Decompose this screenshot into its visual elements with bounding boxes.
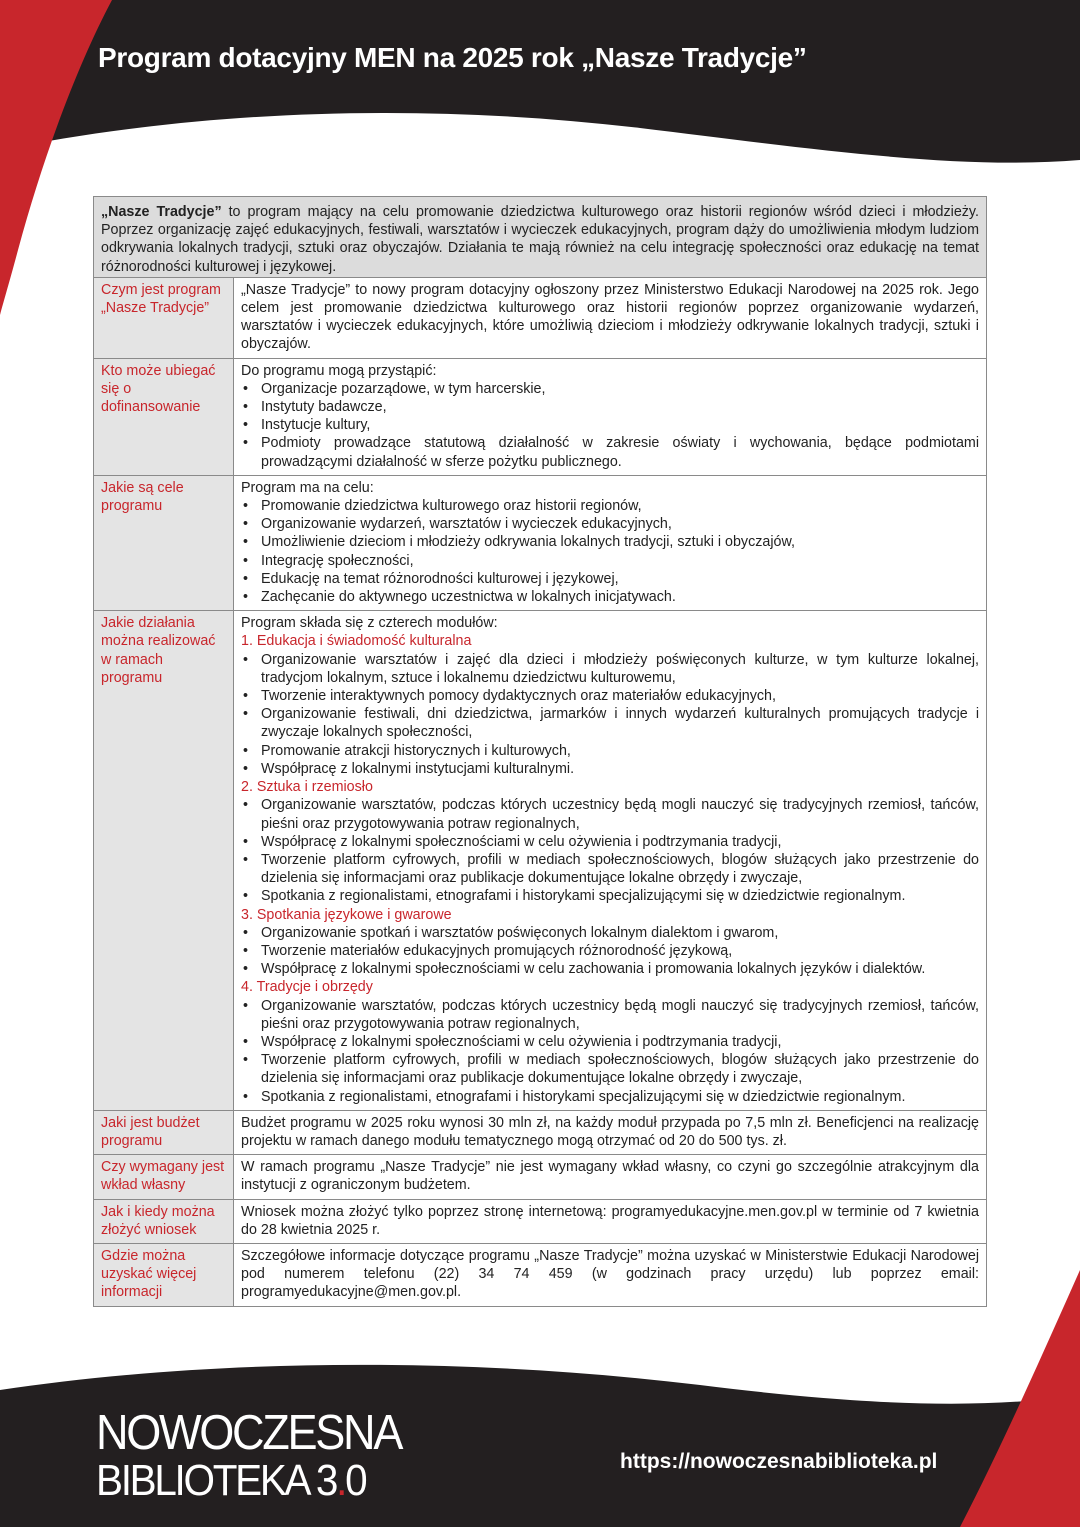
bullet-list [241, 380, 979, 471]
intro-cell [94, 197, 987, 278]
row-label: Jaki jest budżet programu [94, 1110, 234, 1154]
table-row [94, 358, 987, 475]
row-content [234, 1155, 987, 1199]
row-lead: Do programu mogą przystąpić: [241, 362, 437, 379]
table-row [94, 1243, 987, 1306]
logo-line-2-end: 0 [345, 1456, 366, 1505]
list-item: • Organizacje pozarządowe, w tym harcerskie, [241, 380, 979, 398]
logo-line-2 [96, 1458, 401, 1504]
list-item: • Podmioty prowadzące statutową działalność w zakresie oświaty i wychowania, będące podmiotami prowadzącymi działalność w sferze pożytku publicznego. [241, 434, 979, 470]
bullet-list [241, 651, 979, 778]
list-item: • Współpracę z lokalnymi społecznościami w celu ożywienia i podtrzymania tradycji, [241, 1033, 979, 1051]
list-item: • Promowanie atrakcji historycznych i kulturowych, [241, 742, 979, 760]
row-text: Szczegółowe informacje dotyczące programu „Nasze Tradycje” można uzyskać w Ministerstwie Edukacji Narodowej pod numerem telefonu (22) 34 74 459 (w godzinach pracy urzędu) lub poprzez email: programyedukacyjne@men.gov.pl. [241, 1247, 979, 1301]
list-item: • Organizowanie warsztatów i zajęć dla dzieci i młodzieży poświęconych kulturze, w tym kulturze lokalnej, tradycjom lokalnym, sztuce i lokalnemu dziedzictwu kulturowemu, [241, 651, 979, 687]
bullet-list [241, 924, 979, 979]
row-content [234, 1110, 987, 1154]
list-item: • Zachęcanie do aktywnego uczestnictwa w lokalnych inicjatywach. [241, 588, 979, 606]
table-row [94, 1199, 987, 1243]
bullet-list [241, 796, 979, 905]
logo-line-2-text: BIBLIOTEKA 3 [96, 1456, 337, 1505]
list-item: • Organizowanie warsztatów, podczas których uczestnicy będą mogli nauczyć się tradycyjnych rzemiosł, tańców, pieśni oraz przygotowywania potraw regionalnych, [241, 997, 979, 1033]
table-row [94, 1155, 987, 1199]
intro-row [94, 197, 987, 278]
module-title: 4. Tradycje i obrzędy [241, 979, 373, 996]
row-text: W ramach programu „Nasze Tradycje” nie jest wymagany wkład własny, co czyni go szczególnie atrakcyjnym dla instytucji z ograniczonym budżetem. [241, 1159, 979, 1194]
row-text: Budżet programu w 2025 roku wynosi 30 mln zł, na każdy moduł przypada po 7,5 mln zł. Beneficjenci na realizację projektu w ramach danego modułu tematycznego mogą otrzymać od 20 do 500 tys. zł. [241, 1114, 979, 1149]
list-item: • Instytuty badawcze, [241, 398, 979, 416]
list-item: • Organizowanie spotkań i warsztatów poświęconych lokalnym dialektom i gwarom, [241, 924, 979, 942]
list-item: • Organizowanie festiwali, dni dziedzictwa, jarmarków i innych wydarzeń kulturalnych promujących tradycje i zwyczaje lokalnych społeczności, [241, 705, 979, 741]
table-row [94, 475, 987, 610]
nowoczesna-biblioteka-logo [96, 1408, 428, 1504]
list-item: • Tworzenie platform cyfrowych, profili w mediach społecznościowych, blogów służących jako przestrzenie do dzielenia się informacjami oraz publikacje dokumentujące lokalne obrzędy i zwyczaje, [241, 1051, 979, 1087]
row-lead: Program ma na celu: [241, 479, 374, 496]
list-item: • Współpracę z lokalnymi społecznościami w celu zachowania i promowania lokalnych języków i dialektów. [241, 960, 979, 978]
module-title: 1. Edukacja i świadomość kulturalna [241, 633, 472, 650]
row-content [234, 1243, 987, 1306]
list-item: • Tworzenie platform cyfrowych, profili w mediach społecznościowych, blogów służących jako przestrzenie do dzielenia się informacjami oraz publikacje dokumentujące lokalne obrzędy i zwyczaje, [241, 851, 979, 887]
list-item: • Promowanie dziedzictwa kulturowego oraz historii regionów, [241, 497, 979, 515]
row-label: Gdzie można uzyskać więcej informacji [94, 1243, 234, 1306]
row-content [234, 277, 987, 358]
row-content [234, 611, 987, 1110]
module-title: 3. Spotkania językowe i gwarowe [241, 906, 452, 923]
row-text: „Nasze Tradycje” to nowy program dotacyjny ogłoszony przez Ministerstwo Edukacji Narodowej na 2025 rok. Jego celem jest promowanie dziedzictwa kulturowego oraz historii regionów poprzez organizowanie wydarzeń, warsztatów i wycieczek edukacyjnych, które umożliwią dzieciom i młodzieży odkrywanie lokalnych tradycji, sztuki i obyczajów. [241, 281, 979, 353]
intro-text: to program mający na celu promowanie dziedzictwa kulturowego oraz historii regionów wśród dzieci i młodzieży. Poprzez organizację zajęć edukacyjnych, festiwali, warsztatów i wycieczek edukacyjnych, program dąży do umożliwienia młodym ludziom odkrywania lokalnych tradycji, sztuki oraz obyczajów. Działania te mają również na celu integrację społeczności oraz edukację na temat różnorodności kulturowej i językowej. [101, 204, 979, 275]
list-item: • Organizowanie warsztatów, podczas których uczestnicy będą mogli nauczyć się tradycyjnych rzemiosł, tańców, pieśni oraz przygotowywania potraw regionalnych, [241, 796, 979, 832]
list-item: • Tworzenie interaktywnych pomocy dydaktycznych oraz materiałów edukacyjnych, [241, 687, 979, 705]
list-item: • Współpracę z lokalnymi instytucjami kulturalnymi. [241, 760, 979, 778]
row-content [234, 475, 987, 610]
list-item: • Tworzenie materiałów edukacyjnych promujących różnorodność językową, [241, 942, 979, 960]
table-row [94, 611, 987, 1110]
header-dark-shape [0, 0, 1080, 163]
row-label: Jakie są cele programu [94, 475, 234, 610]
row-text: Wniosek można złożyć tylko poprzez stronę internetową: programyedukacyjne.men.gov.pl w terminie od 7 kwietnia do 28 kwietnia 2025 r. [241, 1203, 979, 1238]
list-item: • Umożliwienie dzieciom i młodzieży odkrywania lokalnych tradycji, sztuki i obyczajów, [241, 533, 979, 551]
page-title: Program dotacyjny MEN na 2025 rok „Nasze Tradycje” [98, 42, 807, 73]
bullet-list [241, 497, 979, 606]
logo-dot: . [336, 1456, 346, 1505]
bullet-list [241, 997, 979, 1106]
table-row [94, 1110, 987, 1154]
row-content [234, 1199, 987, 1243]
list-item: • Integrację społeczności, [241, 552, 979, 570]
row-lead: Program składa się z czterech modułów: [241, 615, 498, 632]
logo-line-1: NOWOCZESNA [96, 1406, 402, 1460]
list-item: • Edukację na temat różnorodności kulturowej i językowej, [241, 570, 979, 588]
list-item: • Instytucje kultury, [241, 416, 979, 434]
row-label: Czym jest program „Nasze Tradycje” [94, 277, 234, 358]
row-label: Czy wymagany jest wkład własny [94, 1155, 234, 1199]
row-label: Jak i kiedy można złożyć wniosek [94, 1199, 234, 1243]
row-label: Kto może ubiegać się o dofinansowanie [94, 358, 234, 475]
module-title: 2. Sztuka i rzemiosło [241, 779, 373, 796]
intro-program-name: „Nasze Tradycje” [101, 204, 222, 220]
list-item: • Spotkania z regionalistami, etnografami i historykami specjalizującymi się w dziedzictwie regionalnym. [241, 1088, 979, 1106]
list-item: • Spotkania z regionalistami, etnografami i historykami specjalizującymi się w dziedzictwie regionalnym. [241, 887, 979, 905]
website-link[interactable]: https://nowoczesnabiblioteka.pl [620, 1450, 938, 1473]
list-item: • Organizowanie wydarzeń, warsztatów i wycieczek edukacyjnych, [241, 515, 979, 533]
list-item: • Współpracę z lokalnymi społecznościami w celu ożywienia i podtrzymania tradycji, [241, 833, 979, 851]
table-row [94, 277, 987, 358]
info-table [93, 196, 987, 1307]
row-content [234, 358, 987, 475]
row-label: Jakie działania można realizować w ramach programu [94, 611, 234, 1110]
